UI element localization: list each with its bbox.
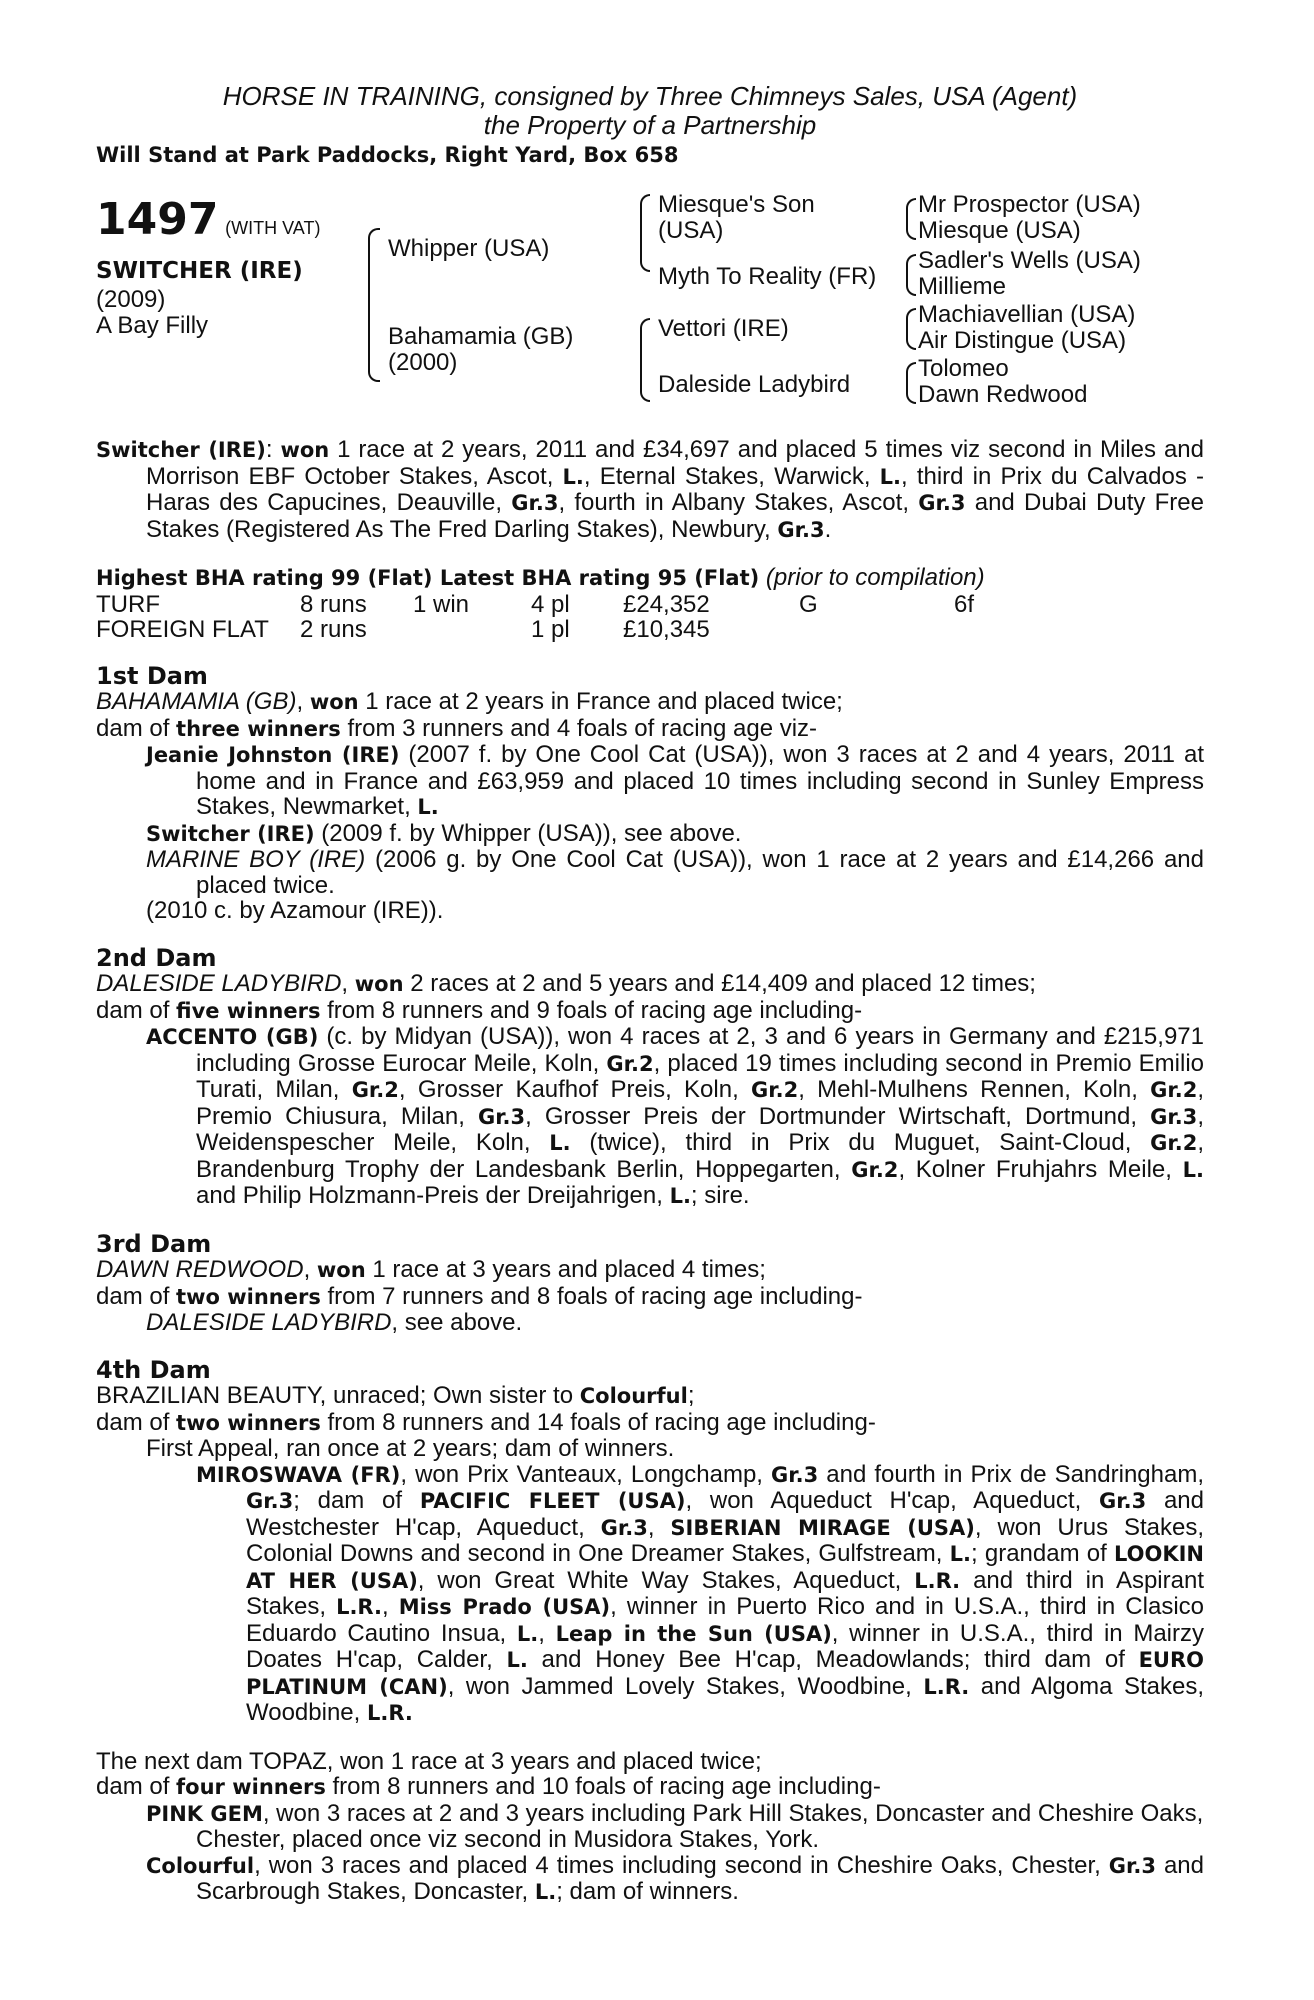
won-bold: won — [354, 972, 404, 996]
group-mark: Gr.2 — [1150, 1131, 1198, 1155]
group-mark: Gr.3 — [246, 1489, 294, 1513]
text: , won Aqueduct H'cap, Aqueduct, — [685, 1487, 1100, 1514]
sister-name: Colourful — [579, 1384, 688, 1408]
text: (2006 g. by One Cool Cat (USA)), won 1 race at 2 years and £14,266 and placed twice. — [196, 846, 1205, 899]
text: ; sire. — [690, 1182, 750, 1209]
text: , won Prix Vanteaux, Longchamp, — [400, 1460, 772, 1488]
cell: 6f — [954, 590, 975, 618]
text: , Kolner Fruhjahrs Meile, — [898, 1155, 1183, 1183]
ratings-note: (prior to compilation) — [765, 564, 985, 591]
brace-3b — [906, 254, 916, 296]
group-mark: Gr.2 — [851, 1157, 899, 1182]
progeny-entry: (2010 c. by Azamour (IRE)). — [146, 897, 444, 924]
section-heading: 1st Dam — [96, 661, 208, 690]
progeny-name: Jeanie Johnston (IRE) — [146, 743, 400, 767]
winners-bold: four winners — [176, 1775, 326, 1799]
horse-description: A Bay Filly — [96, 312, 209, 339]
listed-mark: L.R. — [923, 1674, 970, 1699]
listed-mark: L. — [516, 1621, 539, 1646]
text: , see above. — [391, 1309, 523, 1336]
brace-3c — [906, 308, 916, 350]
ratings-text: Highest BHA rating 99 (Flat) Latest BHA rating 95 (Flat) — [96, 566, 760, 590]
text: dam of — [96, 1408, 177, 1436]
progeny-name: Miss Prado (USA) — [398, 1595, 611, 1619]
first-dam-section — [96, 661, 1205, 924]
sdd: Millieme — [918, 273, 1007, 300]
dam-sire-brace — [640, 318, 650, 402]
cell: G — [799, 590, 818, 618]
sire-sire: Miesque's Son — [658, 191, 815, 218]
sire-sire-country: (USA) — [658, 217, 724, 244]
fourth-dam-section — [96, 1355, 1205, 1727]
dam-record: DALESIDE LADYBIRD, won 2 races at 2 and 5 years and £14,409 and placed 12 times; — [96, 970, 1036, 997]
text: ; dam of winners. — [556, 1878, 739, 1905]
dsd: Air Distingue (USA) — [918, 327, 1127, 354]
won-bold: won — [280, 438, 330, 462]
text: ; — [687, 1382, 695, 1409]
listed-mark: L.R. — [914, 1568, 961, 1593]
section-heading: 4th Dam — [96, 1355, 211, 1384]
progeny-name: Leap in the Sun (USA) — [555, 1621, 832, 1646]
listed-mark: L. — [417, 795, 439, 819]
next-dam-record: The next dam TOPAZ, won 1 race at 3 years and placed twice; — [96, 1747, 762, 1775]
dam-of-line — [96, 716, 1204, 743]
vat-note: (WITH VAT) — [225, 218, 321, 238]
text: , Eternal Stakes, Warwick, — [583, 462, 880, 490]
group-mark: Gr.3 — [918, 491, 966, 515]
horse-name: SWITCHER (IRE) — [96, 258, 303, 284]
text: , placed 19 times including second in Premio Emilio Turati, Milan, — [196, 1049, 1205, 1103]
progeny-name: LOOKIN AT HER (USA) — [246, 1542, 1204, 1593]
sire: Whipper (USA) — [388, 235, 550, 262]
text: , won Jammed Lovely Stakes, Woodbine, — [447, 1672, 924, 1700]
text: from 7 runners and 8 foals of racing age including- — [320, 1282, 863, 1310]
text: , Brandenburg Trophy der Landesbank Berlin, Hoppegarten, — [196, 1129, 1204, 1183]
dam-of-line — [96, 998, 1204, 1025]
sire-dam: Myth To Reality (FR) — [658, 263, 877, 290]
progeny-entry — [96, 821, 1204, 848]
listed-mark: L. — [669, 1184, 691, 1208]
horse-name-bold: Switcher (IRE) — [96, 438, 266, 462]
winners-bold: two winners — [176, 1410, 321, 1435]
progeny-entry: First Appeal, ran once at 2 years; dam of winners. — [146, 1435, 675, 1462]
group-mark: Gr.2 — [751, 1078, 799, 1102]
text: 2 races at 2 and 5 years and £14,409 and placed 12 times; — [403, 970, 1036, 997]
text: and Honey Bee H'cap, Meadowlands; third dam of — [527, 1646, 1139, 1673]
second-dam-section — [96, 943, 1205, 1210]
group-mark: Gr.3 — [771, 1462, 819, 1487]
section-heading: 3rd Dam — [96, 1229, 212, 1258]
winners-bold: five winners — [176, 998, 321, 1023]
text: , Weidenspescher Meile, Koln, — [196, 1102, 1204, 1156]
text: ; dam of — [293, 1487, 420, 1514]
text: (c. by Midyan (USA)), won 4 races at 2, 3 and 6 years in Germany and £215,971 including Grosse Eurocar Meile, Koln, — [196, 1023, 1204, 1077]
text: BRAZILIAN BEAUTY, unraced; Own sister to — [96, 1382, 580, 1409]
cell: £24,352 — [623, 590, 710, 618]
dam-sire: Vettori (IRE) — [658, 315, 789, 342]
dds: Tolomeo — [918, 355, 1009, 382]
progeny-name: PACIFIC FLEET (USA) — [419, 1489, 686, 1513]
cell — [954, 617, 974, 642]
text: , Grosser Preis der Dortmunder Wirtschaft, Dortmund, — [525, 1102, 1151, 1130]
cell — [799, 617, 954, 642]
text: , third in Prix du Calvados - Haras des Capucines, Deauville, — [146, 462, 1204, 516]
dam-year: (2000) — [388, 349, 458, 376]
listed-mark: L. — [949, 1542, 972, 1566]
text: and fourth in Prix de Sandringham, — [818, 1460, 1204, 1488]
catalogue-page — [96, 82, 1204, 1906]
progeny-name: PINK GEM — [146, 1801, 263, 1826]
text: ; grandam of — [971, 1540, 1114, 1567]
group-mark: Gr.3 — [511, 491, 559, 515]
text: , won 3 races and placed 4 times including second in Cheshire Oaks, Chester, — [254, 1851, 1109, 1879]
sire-sire-brace — [640, 194, 650, 272]
text: (twice), third in Prix du Muguet, Saint-Cloud, — [570, 1129, 1151, 1156]
text: from 8 runners and 14 foals of racing age including- — [320, 1408, 876, 1436]
listed-mark: L.R. — [336, 1595, 382, 1619]
dss: Machiavellian (USA) — [918, 301, 1136, 328]
dam-record — [96, 1383, 1204, 1410]
dam-name: BAHAMAMIA (GB) — [96, 688, 297, 715]
listed-mark: L.R. — [366, 1701, 413, 1725]
text: and Dubai Duty Free Stakes (Registered As The Fred Darling Stakes), Newbury, — [146, 489, 1204, 543]
cell: FOREIGN FLAT — [96, 615, 269, 643]
winners-bold: three winners — [176, 716, 341, 741]
property-line: the Property of a Partnership — [483, 110, 817, 140]
group-mark: Gr.3 — [1099, 1489, 1147, 1513]
text: , Grosser Kaufhof Preis, Koln, — [398, 1076, 752, 1103]
dam-name: DAWN REDWOOD — [96, 1256, 304, 1283]
text: dam of — [96, 996, 177, 1024]
listed-mark: L. — [534, 1880, 557, 1904]
cell: 1 win — [413, 590, 470, 618]
stand-location: Will Stand at Park Paddocks, Right Yard, Box 658 — [96, 143, 679, 167]
table-row — [96, 617, 974, 642]
section-heading: 2nd Dam — [96, 943, 217, 972]
dam-record: BAHAMAMIA (GB), won 1 race at 2 years in France and placed twice; — [96, 688, 843, 715]
text: 1 race at 2 years in France and placed twice; — [358, 688, 843, 715]
cell: TURF — [96, 590, 160, 618]
dam-of-line — [96, 1410, 1204, 1437]
cell: 4 pl — [531, 590, 570, 618]
group-mark: Gr.2 — [606, 1051, 654, 1076]
progeny-name: MARINE BOY (IRE) — [146, 846, 366, 873]
cell: £10,345 — [623, 615, 710, 643]
cell: 2 runs — [300, 615, 367, 643]
progeny-entry — [96, 1801, 1204, 1853]
cell: 1 pl — [531, 615, 570, 643]
progeny-name: Switcher (IRE) — [146, 821, 315, 846]
text: , winner in U.S.A., third in Mairzy Doates H'cap, Calder, — [246, 1619, 1205, 1673]
race-record — [96, 437, 1204, 543]
dam-name: DALESIDE LADYBIRD — [96, 970, 342, 997]
listed-mark: L. — [549, 1131, 571, 1155]
brace-3a — [906, 198, 916, 240]
text: , winner in Puerto Rico and in U.S.A., third in Clasico Eduardo Cautino Insua, — [246, 1593, 1204, 1647]
ratings-line — [96, 565, 1204, 592]
winners-bold: two winners — [176, 1284, 321, 1309]
text: , won 3 races at 2 and 3 years including Park Hill Stakes, Doncaster and Cheshire Oaks, Chester, placed once viz second in Musidora Stakes, York. — [196, 1799, 1204, 1853]
table-row — [96, 592, 974, 617]
text: , Mehl-Mulhens Rennen, Koln, — [798, 1076, 1151, 1103]
next-dam-section — [96, 1749, 1204, 1906]
dam-dam: Daleside Ladybird — [658, 371, 851, 398]
text: , won Urus Stakes, Colonial Downs and second in One Dreamer Stakes, Gulfstream, — [246, 1513, 1204, 1567]
text: and Philip Holzmann-Preis der Dreijahrigen, — [196, 1182, 670, 1209]
group-mark: Gr.3 — [777, 517, 825, 542]
won-bold: won — [309, 690, 359, 714]
text: dam of — [96, 1282, 177, 1310]
listed-mark: L. — [506, 1648, 528, 1672]
listed-mark: L. — [562, 464, 584, 489]
dam: Bahamamia (GB) — [388, 323, 574, 350]
colon: : — [265, 436, 281, 463]
sds: Sadler's Wells (USA) — [918, 247, 1141, 274]
text: , won Great White Way Stakes, Aqueduct, — [417, 1566, 915, 1594]
text: (2009 f. by Whipper (USA)), see above. — [314, 819, 742, 847]
text: dam of — [96, 714, 177, 742]
group-mark: Gr.2 — [351, 1078, 399, 1102]
text: . — [824, 515, 832, 543]
text: and Scarbrough Stakes, Doncaster, — [196, 1851, 1204, 1905]
stats-table — [96, 592, 974, 642]
progeny-name: Colourful — [146, 1853, 255, 1878]
text: dam of — [96, 1773, 177, 1800]
pedigree-block — [96, 192, 1204, 417]
dam-record: DAWN REDWOOD, won 1 race at 3 years and placed 4 times; — [96, 1256, 766, 1283]
text: 1 race at 2 years, 2011 and £34,697 and placed 5 times viz second in Miles and Morrison EBF October Stakes, Ascot, — [146, 436, 1204, 490]
foaling-year: (2009) — [96, 286, 166, 313]
group-mark: Gr.3 — [1150, 1104, 1198, 1129]
progeny-entry — [96, 1853, 1204, 1906]
dam-of-line — [96, 1284, 1204, 1311]
group-mark: Gr.3 — [600, 1515, 648, 1540]
text: and third in Aspirant Stakes, — [246, 1566, 1204, 1620]
listed-mark: L. — [879, 464, 902, 489]
progeny-entry — [96, 1310, 1204, 1336]
text: and Westchester H'cap, Aqueduct, — [246, 1487, 1205, 1541]
lot-number: 1497 — [96, 194, 219, 245]
ratings-block — [96, 565, 1204, 642]
text: , — [647, 1513, 671, 1541]
brace-3d — [906, 362, 916, 404]
text: , — [381, 1593, 399, 1620]
progeny-name: MIROSWAVA (FR) — [196, 1462, 401, 1487]
progeny-entry — [96, 742, 1204, 821]
progeny-name: DALESIDE LADYBIRD — [146, 1309, 392, 1336]
cell — [413, 617, 531, 642]
progeny-name: EURO PLATINUM (CAN) — [246, 1648, 1204, 1699]
group-mark: Gr.3 — [477, 1104, 526, 1129]
group-mark: Gr.2 — [1150, 1078, 1198, 1102]
cell: 8 runs — [300, 590, 367, 618]
progeny-entry — [96, 847, 1204, 898]
consignor-line: HORSE IN TRAINING, consigned by Three Chimneys Sales, USA (Agent) — [222, 81, 1078, 111]
ddd: Dawn Redwood — [918, 381, 1088, 408]
progeny-entry — [96, 1024, 1204, 1210]
sss: Mr Prospector (USA) — [918, 191, 1141, 218]
text: from 8 runners and 10 foals of racing age including- — [325, 1773, 881, 1800]
ssd: Miesque (USA) — [918, 217, 1081, 244]
dam-of-line — [96, 1774, 1204, 1801]
progeny-entry — [96, 1462, 1204, 1727]
progeny-name: ACCENTO (GB) — [146, 1025, 319, 1049]
lot-heading — [96, 196, 320, 252]
text: from 3 runners and 4 foals of racing age viz- — [340, 714, 818, 742]
progeny-name: SIBERIAN MIRAGE (USA) — [670, 1515, 975, 1540]
text: (2007 f. by One Cool Cat (USA)), won 3 races at 2 and 4 years, 2011 at home and in France and £63,959 and placed 10 times including second in Sunley Empress Stakes, Newmarket, — [196, 741, 1205, 820]
text: , — [538, 1619, 556, 1647]
text: 1 race at 3 years and placed 4 times; — [365, 1256, 766, 1283]
won-bold: won — [316, 1258, 366, 1282]
third-dam-section — [96, 1229, 1204, 1336]
group-mark: Gr.3 — [1108, 1853, 1156, 1878]
text: , Premio Chiusura, Milan, — [196, 1076, 1205, 1130]
sire-dam-brace — [368, 228, 380, 382]
text: and Algoma Stakes, Woodbine, — [246, 1672, 1205, 1726]
listed-mark: L. — [1182, 1157, 1204, 1182]
text: from 8 runners and 9 foals of racing age including- — [320, 996, 863, 1024]
text: , fourth in Albany Stakes, Ascot, — [558, 489, 919, 516]
